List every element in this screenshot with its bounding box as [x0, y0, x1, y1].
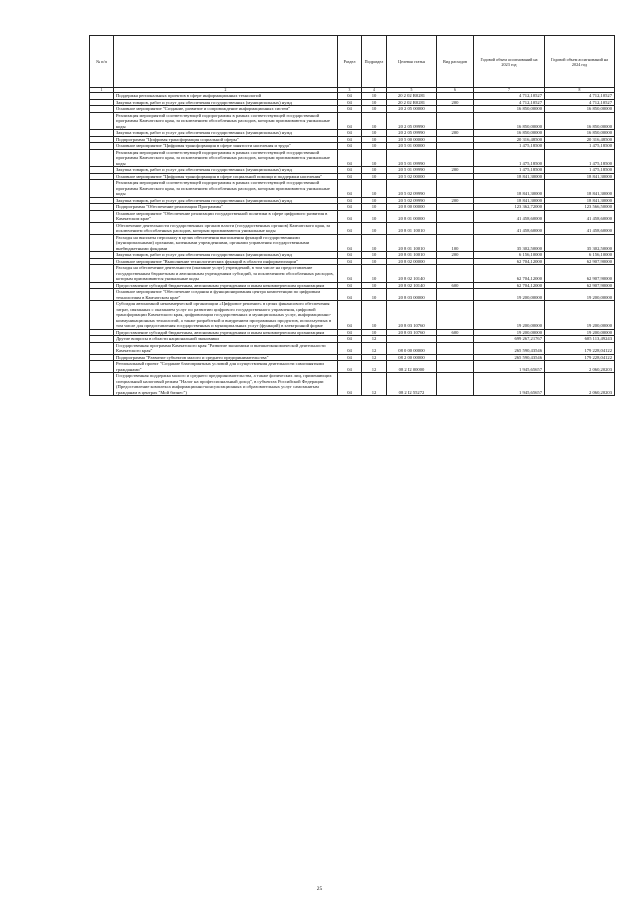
row-podrazdel-cell: 10	[362, 106, 387, 113]
row-target-article-cell: 20 5 02 00000	[387, 173, 437, 180]
row-podrazdel-cell: 12	[362, 361, 387, 373]
row-amount-2023-cell: 62 704,12000	[474, 282, 545, 289]
row-amount-2024-cell: 6 156,10000	[545, 252, 615, 259]
table-row	[90, 180, 615, 198]
row-target-article-cell: 20 8 01 00000	[387, 210, 437, 222]
row-amount-2023-cell: 20 316,48500	[474, 136, 545, 143]
row-amount-2024-cell: 4 712,10527	[545, 93, 615, 100]
row-expense-type-cell	[437, 289, 474, 301]
row-amount-2024-cell: 179 228,04122	[545, 354, 615, 361]
row-name-cell: Региональный проект "Создание благоприятных условий для осуществления деятельности самозанятыми гражданами"	[114, 361, 338, 373]
row-amount-2023-cell: 18 841,30000	[474, 173, 545, 180]
header-podrazdel: Подраздел	[362, 36, 387, 88]
row-amount-2024-cell: 4 712,10527	[545, 99, 615, 106]
row-name-cell: Подпрограмма "Обеспечение реализации Программы"	[114, 204, 338, 211]
row-target-article-cell: 20 2 02 R0281	[387, 93, 437, 100]
row-razdel-cell: 04	[338, 234, 362, 252]
row-amount-2023-cell: 699 267,21767	[474, 336, 545, 343]
row-expense-type-cell: 600	[437, 282, 474, 289]
column-number: 1	[90, 88, 114, 93]
row-razdel-cell: 04	[338, 173, 362, 180]
row-amount-2024-cell: 1 475,18500	[545, 167, 615, 174]
row-number-cell	[90, 180, 114, 198]
row-expense-type-cell	[437, 210, 474, 222]
table-row	[90, 373, 615, 396]
row-amount-2024-cell: 19 200,00000	[545, 301, 615, 330]
row-expense-type-cell: 600	[437, 329, 474, 336]
row-target-article-cell: 20 2 05 00000	[387, 106, 437, 113]
table-row	[90, 289, 615, 301]
row-razdel-cell: 04	[338, 329, 362, 336]
row-target-article-cell: 08 2 00 00000	[387, 354, 437, 361]
table-body	[90, 93, 615, 396]
row-expense-type-cell	[437, 373, 474, 396]
row-expense-type-cell	[437, 112, 474, 130]
row-expense-type-cell	[437, 222, 474, 234]
row-amount-2023-cell: 265 590,43546	[474, 354, 545, 361]
table-row	[90, 361, 615, 373]
row-razdel-cell: 04	[338, 373, 362, 396]
row-razdel-cell: 04	[338, 143, 362, 150]
header-row	[90, 36, 615, 88]
row-podrazdel-cell: 10	[362, 93, 387, 100]
row-podrazdel-cell: 10	[362, 265, 387, 283]
row-razdel-cell: 04	[338, 301, 362, 330]
row-podrazdel-cell: 10	[362, 282, 387, 289]
row-number-cell	[90, 265, 114, 283]
row-razdel-cell: 04	[338, 222, 362, 234]
row-podrazdel-cell: 12	[362, 354, 387, 361]
page-number: 25	[316, 886, 323, 892]
row-name-cell: Обеспечение деятельности государственных органов власти (государственных органов) Камчатского края, за исключением обособленных расходов, которым присваиваются уникальные коды	[114, 222, 338, 234]
row-amount-2023-cell: 123 362,72000	[474, 204, 545, 211]
row-amount-2024-cell: 18 841,30000	[545, 197, 615, 204]
row-target-article-cell: 20 8 01 10010	[387, 252, 437, 259]
row-podrazdel-cell: 12	[362, 373, 387, 396]
table-row	[90, 265, 615, 283]
row-razdel-cell: 04	[338, 149, 362, 167]
row-razdel-cell: 04	[338, 136, 362, 143]
row-name-cell: Закупка товаров, работ и услуг для обеспечения государственных (муниципальных) нужд	[114, 167, 338, 174]
row-razdel-cell: 04	[338, 252, 362, 259]
row-amount-2023-cell: 62 704,12000	[474, 258, 545, 265]
row-amount-2024-cell: 18 841,30000	[545, 173, 615, 180]
row-name-cell: Субсидия автономной некоммерческой организации «Цифровое решение» в целях финансового обеспечения затрат, связанных с оказанием услуг по развитию цифрового государственного управления, цифровой трансформации Камчатского края, цифровизации государственных и муниципальных услуг, информационно-коммуникационных технологий, а также разработкой и внедрением программных продуктов, используемых в том числе для предоставления государственных и муниципальных услуг (функций) в электронной форме	[114, 301, 338, 330]
row-amount-2023-cell: 6 156,10000	[474, 252, 545, 259]
row-name-cell: Предоставление субсидий бюджетным, автономным учреждениям и иным некоммерческим организациям	[114, 282, 338, 289]
row-razdel-cell: 04	[338, 265, 362, 283]
row-amount-2023-cell: 41 458,60000	[474, 210, 545, 222]
row-amount-2023-cell: 16 850,00000	[474, 130, 545, 137]
row-razdel-cell: 04	[338, 210, 362, 222]
row-target-article-cell: 20 8 03 00000	[387, 289, 437, 301]
row-expense-type-cell	[437, 149, 474, 167]
row-podrazdel-cell: 10	[362, 99, 387, 106]
row-number-cell	[90, 210, 114, 222]
row-target-article-cell: 20 2 05 09990	[387, 130, 437, 137]
row-podrazdel-cell: 10	[362, 167, 387, 174]
row-number-cell	[90, 301, 114, 330]
row-podrazdel-cell: 10	[362, 136, 387, 143]
column-number: 3	[338, 88, 362, 93]
table-row	[90, 149, 615, 167]
row-name-cell: Закупка товаров, работ и услуг для обеспечения государственных (муниципальных) нужд	[114, 197, 338, 204]
row-number-cell	[90, 342, 114, 354]
row-razdel-cell: 04	[338, 112, 362, 130]
header-name	[114, 36, 338, 88]
row-podrazdel-cell: 10	[362, 149, 387, 167]
table-row	[90, 222, 615, 234]
row-amount-2024-cell: 19 200,00000	[545, 289, 615, 301]
column-number: 2	[114, 88, 338, 93]
row-podrazdel-cell: 10	[362, 130, 387, 137]
row-number-cell	[90, 361, 114, 373]
row-podrazdel-cell: 10	[362, 210, 387, 222]
row-razdel-cell: 04	[338, 342, 362, 354]
row-name-cell: Основное мероприятие "Выполнение технологических функций в области информатизации"	[114, 258, 338, 265]
row-number-cell	[90, 149, 114, 167]
row-amount-2024-cell: 2 060,20203	[545, 373, 615, 396]
row-name-cell: Реализация мероприятий соответствующей подпрограммы в рамках соответствующей государственной программы Камчатского края, за исключением обособленных расходов, которым присваиваются уникальные коды	[114, 112, 338, 130]
header-target-article: Целевая статья	[387, 36, 437, 88]
row-target-article-cell: 20 5 01 00000	[387, 143, 437, 150]
row-number-cell	[90, 289, 114, 301]
row-target-article-cell: 20 8 02 10140	[387, 265, 437, 283]
row-razdel-cell: 04	[338, 204, 362, 211]
row-amount-2024-cell: 35 302,50000	[545, 234, 615, 252]
row-target-article-cell: 20 8 01 10010	[387, 222, 437, 234]
row-amount-2023-cell: 19 200,00000	[474, 329, 545, 336]
row-razdel-cell: 04	[338, 289, 362, 301]
row-target-article-cell: 20 2 02 R0281	[387, 99, 437, 106]
row-target-article-cell: 08 2 I2 55272	[387, 373, 437, 396]
row-podrazdel-cell: 10	[362, 258, 387, 265]
budget-table	[89, 35, 615, 396]
row-podrazdel-cell: 10	[362, 204, 387, 211]
row-podrazdel-cell: 10	[362, 197, 387, 204]
row-amount-2024-cell: 179 228,04122	[545, 342, 615, 354]
row-name-cell: Расходы на выплаты персоналу в целях обеспечения выполнения функций государственными (муниципальными) органами, казенными учреждениями, органами управления государственными внебюджетными фондами	[114, 234, 338, 252]
row-target-article-cell: 20 5 02 09990	[387, 180, 437, 198]
row-podrazdel-cell: 10	[362, 112, 387, 130]
row-podrazdel-cell: 12	[362, 336, 387, 343]
row-razdel-cell: 04	[338, 106, 362, 113]
row-amount-2024-cell: 18 841,30000	[545, 180, 615, 198]
row-target-article-cell: 20 5 01 09990	[387, 149, 437, 167]
row-amount-2023-cell: 62 704,12000	[474, 265, 545, 283]
table-row	[90, 342, 615, 354]
row-name-cell: Закупка товаров, работ и услуг для обеспечения государственных (муниципальных) нужд	[114, 130, 338, 137]
row-expense-type-cell: 200	[437, 99, 474, 106]
row-amount-2024-cell: 19 200,00000	[545, 329, 615, 336]
row-amount-2024-cell: 62 907,90000	[545, 282, 615, 289]
column-number: 6	[437, 88, 474, 93]
row-name-cell: Подпрограмма "Развитие субъектов малого и среднего предпринимательства"	[114, 354, 338, 361]
row-amount-2023-cell: 4 712,10527	[474, 99, 545, 106]
row-number-cell	[90, 373, 114, 396]
row-amount-2023-cell: 18 841,30000	[474, 180, 545, 198]
row-target-article-cell: 20 5 01 09990	[387, 167, 437, 174]
row-expense-type-cell: 200	[437, 167, 474, 174]
header-amount-2023: Годовой объем ассигнований на 2023 год	[474, 36, 545, 88]
row-amount-2024-cell: 62 907,90000	[545, 258, 615, 265]
row-amount-2024-cell: 605 113,49243	[545, 336, 615, 343]
row-podrazdel-cell: 10	[362, 173, 387, 180]
table-row	[90, 112, 615, 130]
row-target-article-cell: 20 8 03 10760	[387, 301, 437, 330]
row-number-cell	[90, 112, 114, 130]
row-expense-type-cell: 200	[437, 130, 474, 137]
row-razdel-cell: 04	[338, 167, 362, 174]
row-amount-2024-cell: 1 475,18500	[545, 149, 615, 167]
row-expense-type-cell	[437, 180, 474, 198]
row-amount-2024-cell: 16 850,00000	[545, 106, 615, 113]
row-target-article-cell: 20 8 03 10760	[387, 329, 437, 336]
row-podrazdel-cell: 10	[362, 180, 387, 198]
row-podrazdel-cell: 10	[362, 289, 387, 301]
row-expense-type-cell	[437, 342, 474, 354]
row-target-article-cell: 20 5 00 00000	[387, 136, 437, 143]
row-amount-2023-cell: 4 712,10527	[474, 93, 545, 100]
row-amount-2024-cell: 123 566,50000	[545, 204, 615, 211]
row-amount-2023-cell: 1 945,65657	[474, 361, 545, 373]
row-target-article-cell: 20 8 02 10140	[387, 282, 437, 289]
row-amount-2023-cell: 16 850,00000	[474, 106, 545, 113]
row-name-cell: Подпрограмма "Цифровая трансформация социальной сферы"	[114, 136, 338, 143]
row-target-article-cell: 20 8 01 10010	[387, 234, 437, 252]
column-number: 4	[362, 88, 387, 93]
row-target-article-cell: 08 2 I2 00000	[387, 361, 437, 373]
row-amount-2023-cell: 19 200,00000	[474, 289, 545, 301]
row-name-cell: Государственная поддержка малого и среднего предпринимательства, а также физических лиц, применяющих специальный налоговый режим "Налог на профессиональный доход", в субъектах Российской Федерации (Предоставление комплекса информационно-консультационных и образовательных услуг самозанятым гражданам в центрах "Мой бизнес")	[114, 373, 338, 396]
row-amount-2024-cell: 1 475,18500	[545, 143, 615, 150]
row-podrazdel-cell: 10	[362, 234, 387, 252]
row-expense-type-cell	[437, 265, 474, 283]
row-razdel-cell: 04	[338, 336, 362, 343]
row-number-cell	[90, 234, 114, 252]
row-amount-2023-cell: 16 850,00000	[474, 112, 545, 130]
row-expense-type-cell	[437, 301, 474, 330]
row-amount-2024-cell: 62 907,90000	[545, 265, 615, 283]
table-row	[90, 234, 615, 252]
header-no: № п/п	[90, 36, 114, 88]
row-amount-2023-cell: 1 475,18500	[474, 149, 545, 167]
row-name-cell: Поддержка региональных проектов в сфере информационных технологий	[114, 93, 338, 100]
row-razdel-cell: 04	[338, 197, 362, 204]
row-amount-2023-cell: 19 200,00000	[474, 301, 545, 330]
row-name-cell: Основное мероприятие "Создание, развитие и сопровождение информационных систем"	[114, 106, 338, 113]
row-name-cell: Предоставление субсидий бюджетным, автономным учреждениям и иным некоммерческим организациям	[114, 329, 338, 336]
row-name-cell: Основное мероприятие "Цифровая трансформация в сфере социальной помощи и поддержки населения"	[114, 173, 338, 180]
row-target-article-cell: 20 2 05 09990	[387, 112, 437, 130]
row-name-cell: Расходы на обеспечение деятельности (оказание услуг) учреждений, в том числе на предоставление государственным бюджетным и автономным учреждениям субсидий, за исключением обособленных расходов, которым присваиваются уникальные коды	[114, 265, 338, 283]
row-podrazdel-cell: 10	[362, 301, 387, 330]
row-razdel-cell: 04	[338, 93, 362, 100]
row-amount-2023-cell: 41 458,60000	[474, 222, 545, 234]
row-podrazdel-cell: 10	[362, 329, 387, 336]
row-target-article-cell: 20 8 00 00000	[387, 204, 437, 211]
row-amount-2024-cell: 16 850,00000	[545, 130, 615, 137]
row-name-cell: Другие вопросы в области национальной экономики	[114, 336, 338, 343]
row-amount-2023-cell: 1 475,18500	[474, 143, 545, 150]
row-podrazdel-cell: 10	[362, 143, 387, 150]
row-amount-2023-cell: 265 590,43546	[474, 342, 545, 354]
row-razdel-cell: 04	[338, 130, 362, 137]
row-amount-2023-cell: 1 475,18500	[474, 167, 545, 174]
row-target-article-cell: 08 0 00 00000	[387, 342, 437, 354]
row-name-cell: Реализация мероприятий соответствующей подпрограммы в рамках соответствующей государственной программы Камчатского края, за исключением обособленных расходов, которым присваиваются уникальные коды	[114, 149, 338, 167]
row-amount-2024-cell: 16 850,00000	[545, 112, 615, 130]
row-target-article-cell: 20 8 02 00000	[387, 258, 437, 265]
header-expense-type: Вид расходов	[437, 36, 474, 88]
row-razdel-cell: 04	[338, 180, 362, 198]
row-podrazdel-cell: 10	[362, 222, 387, 234]
row-name-cell: Основное мероприятие "Обеспечение создания и функционирования центра компетенции по цифровым технологиям в Камчатском крае"	[114, 289, 338, 301]
row-podrazdel-cell: 12	[362, 342, 387, 354]
table-row	[90, 210, 615, 222]
row-amount-2024-cell: 41 458,60000	[545, 222, 615, 234]
row-target-article-cell: 20 5 02 09990	[387, 197, 437, 204]
row-name-cell: Основное мероприятие "Цифровая трансформация в сфере занятости населения и труда"	[114, 143, 338, 150]
row-amount-2024-cell: 20 316,48500	[545, 136, 615, 143]
row-razdel-cell: 04	[338, 354, 362, 361]
row-amount-2024-cell: 2 060,20203	[545, 361, 615, 373]
row-amount-2023-cell: 35 302,50000	[474, 234, 545, 252]
row-name-cell: Закупка товаров, работ и услуг для обеспечения государственных (муниципальных) нужд	[114, 252, 338, 259]
row-expense-type-cell: 200	[437, 197, 474, 204]
row-razdel-cell: 04	[338, 99, 362, 106]
row-expense-type-cell: 200	[437, 252, 474, 259]
row-name-cell: Закупка товаров, работ и услуг для обеспечения государственных (муниципальных) нужд	[114, 99, 338, 106]
row-podrazdel-cell: 10	[362, 252, 387, 259]
row-expense-type-cell	[437, 361, 474, 373]
header-amount-2024: Годовой объем ассигнований на 2024 год	[545, 36, 615, 88]
row-amount-2023-cell: 18 841,30000	[474, 197, 545, 204]
header-razdel: Раздел	[338, 36, 362, 88]
column-number: 8	[545, 88, 615, 93]
column-number: 7	[474, 88, 545, 93]
row-name-cell: Государственная программа Камчатского края "Развитие экономики и внешнеэкономической деятельности Камчатского края"	[114, 342, 338, 354]
column-number: 5	[387, 88, 437, 93]
row-name-cell: Реализация мероприятий соответствующей подпрограммы в рамках соответствующей государственной программы Камчатского края, за исключением обособленных расходов, которым присваиваются уникальные коды	[114, 180, 338, 198]
row-number-cell	[90, 222, 114, 234]
row-razdel-cell: 04	[338, 282, 362, 289]
table-row	[90, 301, 615, 330]
row-amount-2024-cell: 41 458,60000	[545, 210, 615, 222]
row-name-cell: Основное мероприятие "Обеспечение реализации государственной политики в сфере цифрового развития в Камчатском крае"	[114, 210, 338, 222]
row-amount-2023-cell: 1 945,65657	[474, 373, 545, 396]
row-razdel-cell: 04	[338, 361, 362, 373]
row-razdel-cell: 04	[338, 258, 362, 265]
row-expense-type-cell: 100	[437, 234, 474, 252]
